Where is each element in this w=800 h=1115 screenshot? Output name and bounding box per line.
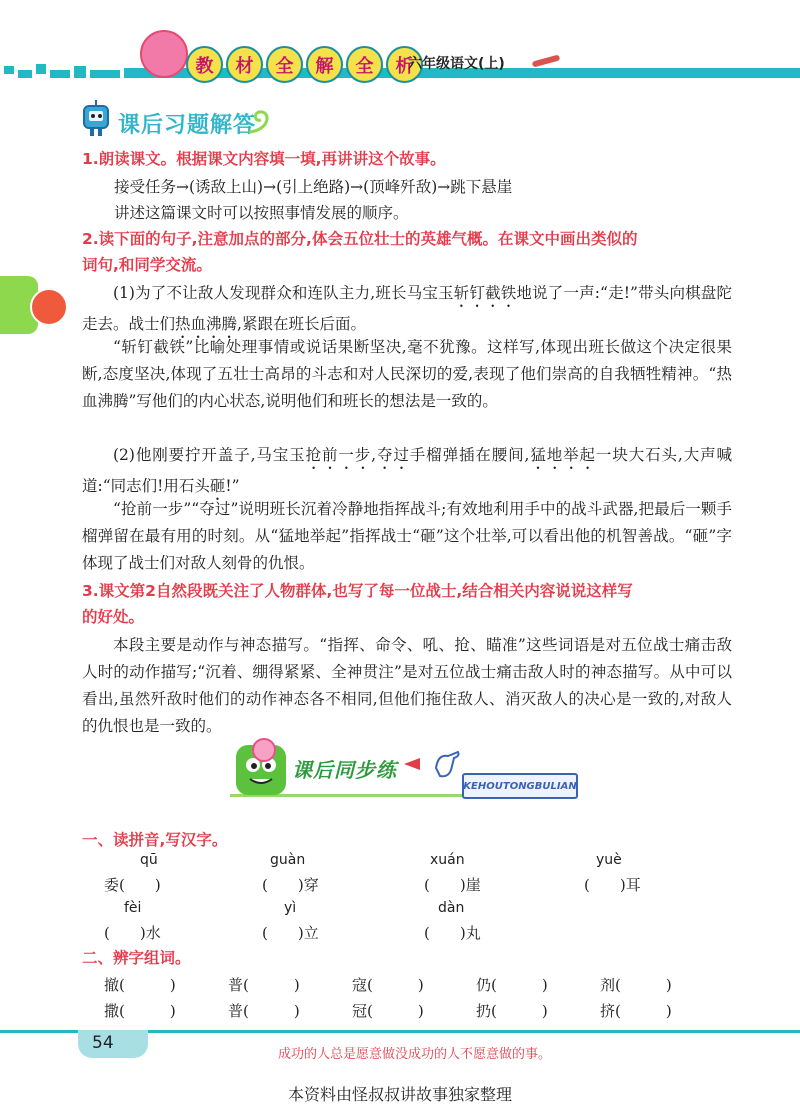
- sentence-text: 地说了一声:“走!”带头向棋盘陀走去。战士们: [82, 284, 732, 333]
- fill-blank-item[interactable]: ( )水: [104, 924, 161, 942]
- question-2-answer-1: “斩钉截铁”比喻处理事情或说话果断坚决,毫不犹豫。这样写,体现出班长做这个决定很果断,态度坚决,体现了五壮士高昂的斗志和对人民深切的爱,表现了他们崇高的自我牺牲精神。“热血沸腾”写他们的内心状态,说明他们和班长的想法是一致的。: [82, 338, 732, 410]
- exercise-1-title: 一、读拼音,写汉字。: [82, 831, 228, 849]
- dotted-words: 热血沸腾: [175, 315, 238, 333]
- sentence-text: ,: [371, 446, 377, 464]
- question-2-sentence-2: [82, 442, 732, 504]
- word-group-item[interactable]: 撤( ): [104, 976, 176, 994]
- fill-blank-item[interactable]: ( )立: [262, 924, 319, 942]
- sentence-text: ,紧跟在班长后面。: [237, 315, 366, 333]
- fill-blank-item[interactable]: ( )穿: [262, 876, 319, 894]
- sentence-text: !”: [225, 477, 240, 495]
- sentence-text: 一块大石头,大声喊道:“同志们!用石头: [82, 446, 732, 495]
- pinyin: yì: [284, 900, 297, 916]
- question-2-sentence-1: [82, 280, 732, 342]
- page-number: 54: [92, 1033, 114, 1053]
- header-title-char: 解: [306, 46, 343, 83]
- header-mascot: [140, 30, 188, 78]
- lollipop-icon: [252, 738, 276, 762]
- section-title-swirl: [245, 106, 275, 136]
- dotted-words: 夺过: [376, 446, 410, 464]
- fill-blank-item[interactable]: ( )耳: [584, 876, 641, 894]
- word-group-item[interactable]: 寇( ): [352, 976, 424, 994]
- word-group-item[interactable]: 挤( ): [600, 1002, 672, 1020]
- word-group-item[interactable]: 撒( ): [104, 1002, 176, 1020]
- sentence-text: (2)他刚要拧开盖子,马宝玉: [113, 446, 306, 464]
- dotted-words: 抢前一步: [305, 446, 372, 464]
- word-group-item[interactable]: 仍( ): [476, 976, 548, 994]
- header-title-char: 材: [226, 46, 263, 83]
- question-1-title: 1.朗读课文。根据课文内容填一填,再讲讲这个故事。: [82, 150, 446, 168]
- question-2-title-line-1: 2.读下面的句子,注意加点的部分,体会五位壮士的英雄气概。在课文中画出类似的: [82, 230, 638, 248]
- arrow-icon: [404, 758, 420, 770]
- header-title: [186, 46, 423, 83]
- question-2-answer-2: “抢前一步”“夺过”说明班长沉着冷静地指挥战斗;有效地利用手中的战斗武器,把最后一颗手榴弹留在最有用的时刻。从“猛地举起”指挥战士“砸”这个壮举,可以看出他的机智善战。“砸”字体现了战士们对敌人刻骨的仇恨。: [82, 500, 732, 572]
- word-group-item[interactable]: 扔( ): [476, 1002, 548, 1020]
- banner-english: KEHOUTONGBULIAN: [462, 773, 578, 799]
- footer-motto: 成功的人总是愿意做没成功的人不愿意做的事。: [278, 1047, 552, 1062]
- pinyin: guàn: [270, 852, 306, 868]
- header-title-char: 全: [266, 46, 303, 83]
- question-1-flow: 接受任务→(诱敌上山)→(引上绝路)→(顶峰歼敌)→跳下悬崖: [114, 178, 513, 196]
- pointing-hand-icon: [432, 748, 462, 782]
- pencil-icon: [532, 54, 561, 67]
- sentence-text: 手榴弹插在腰间,: [409, 446, 530, 464]
- word-group-item[interactable]: 普( ): [228, 976, 300, 994]
- section-title: [118, 108, 256, 139]
- dotted-words: 猛地举起: [529, 446, 596, 464]
- header-title-char: 析: [386, 46, 423, 83]
- word-group-item[interactable]: 冠( ): [352, 1002, 424, 1020]
- word-group-item[interactable]: 普( ): [228, 1002, 300, 1020]
- dotted-words: 斩钉截铁: [453, 284, 517, 302]
- banner-title: 课后同步练: [292, 758, 397, 782]
- header-subtitle: 六年级语文(上): [408, 56, 505, 72]
- question-3-title-line-2: 的好处。: [82, 608, 145, 626]
- dotted-words: 砸: [209, 477, 226, 495]
- robot-icon: [80, 100, 112, 138]
- header-title-char: 全: [346, 46, 383, 83]
- pinyin: qū: [140, 852, 158, 868]
- section-title-text: 课后习题解答: [118, 113, 257, 138]
- question-3-answer: 本段主要是动作与神态描写。“指挥、命令、吼、抢、瞄准”这些词语是对五位战士痛击敌人时的动作描写;“沉着、绷得紧紧、全神贯注”是对五位战士痛击敌人时的神态描写。从中可以看出,虽然歼敌时他们的动作神态各不相同,但他们拖住敌人、消灭敌人的决心是一致的,对敌人的仇恨也是一致的。: [82, 636, 732, 735]
- question-1-answer: 讲述这篇课文时可以按照事情发展的顺序。: [114, 204, 409, 222]
- pinyin: yuè: [596, 852, 622, 868]
- fill-blank-item[interactable]: ( )崖: [424, 876, 481, 894]
- fill-blank-item[interactable]: ( )丸: [424, 924, 481, 942]
- pinyin: fèi: [124, 900, 142, 916]
- question-3-title-line-1: 3.课文第2自然段既关注了人物群体,也写了每一位战士,结合相关内容说说这样写: [82, 582, 633, 600]
- header-title-char: 教: [186, 46, 223, 83]
- header-pixel-blocks: [0, 56, 150, 86]
- exercise-2-title: 二、辨字组词。: [82, 949, 191, 967]
- pinyin: dàn: [438, 900, 465, 916]
- word-group-item[interactable]: 剂( ): [600, 976, 672, 994]
- fox-icon: [30, 288, 68, 326]
- pinyin: xuán: [430, 852, 465, 868]
- source-note: 本资料由怪叔叔讲故事独家整理: [287, 1085, 512, 1104]
- fill-blank-item[interactable]: 委( ): [104, 876, 161, 894]
- question-2-title-line-2: 词句,和同学交流。: [82, 256, 212, 274]
- sentence-text: (1)为了不让敌人发现群众和连队主力,班长马宝玉: [113, 284, 454, 302]
